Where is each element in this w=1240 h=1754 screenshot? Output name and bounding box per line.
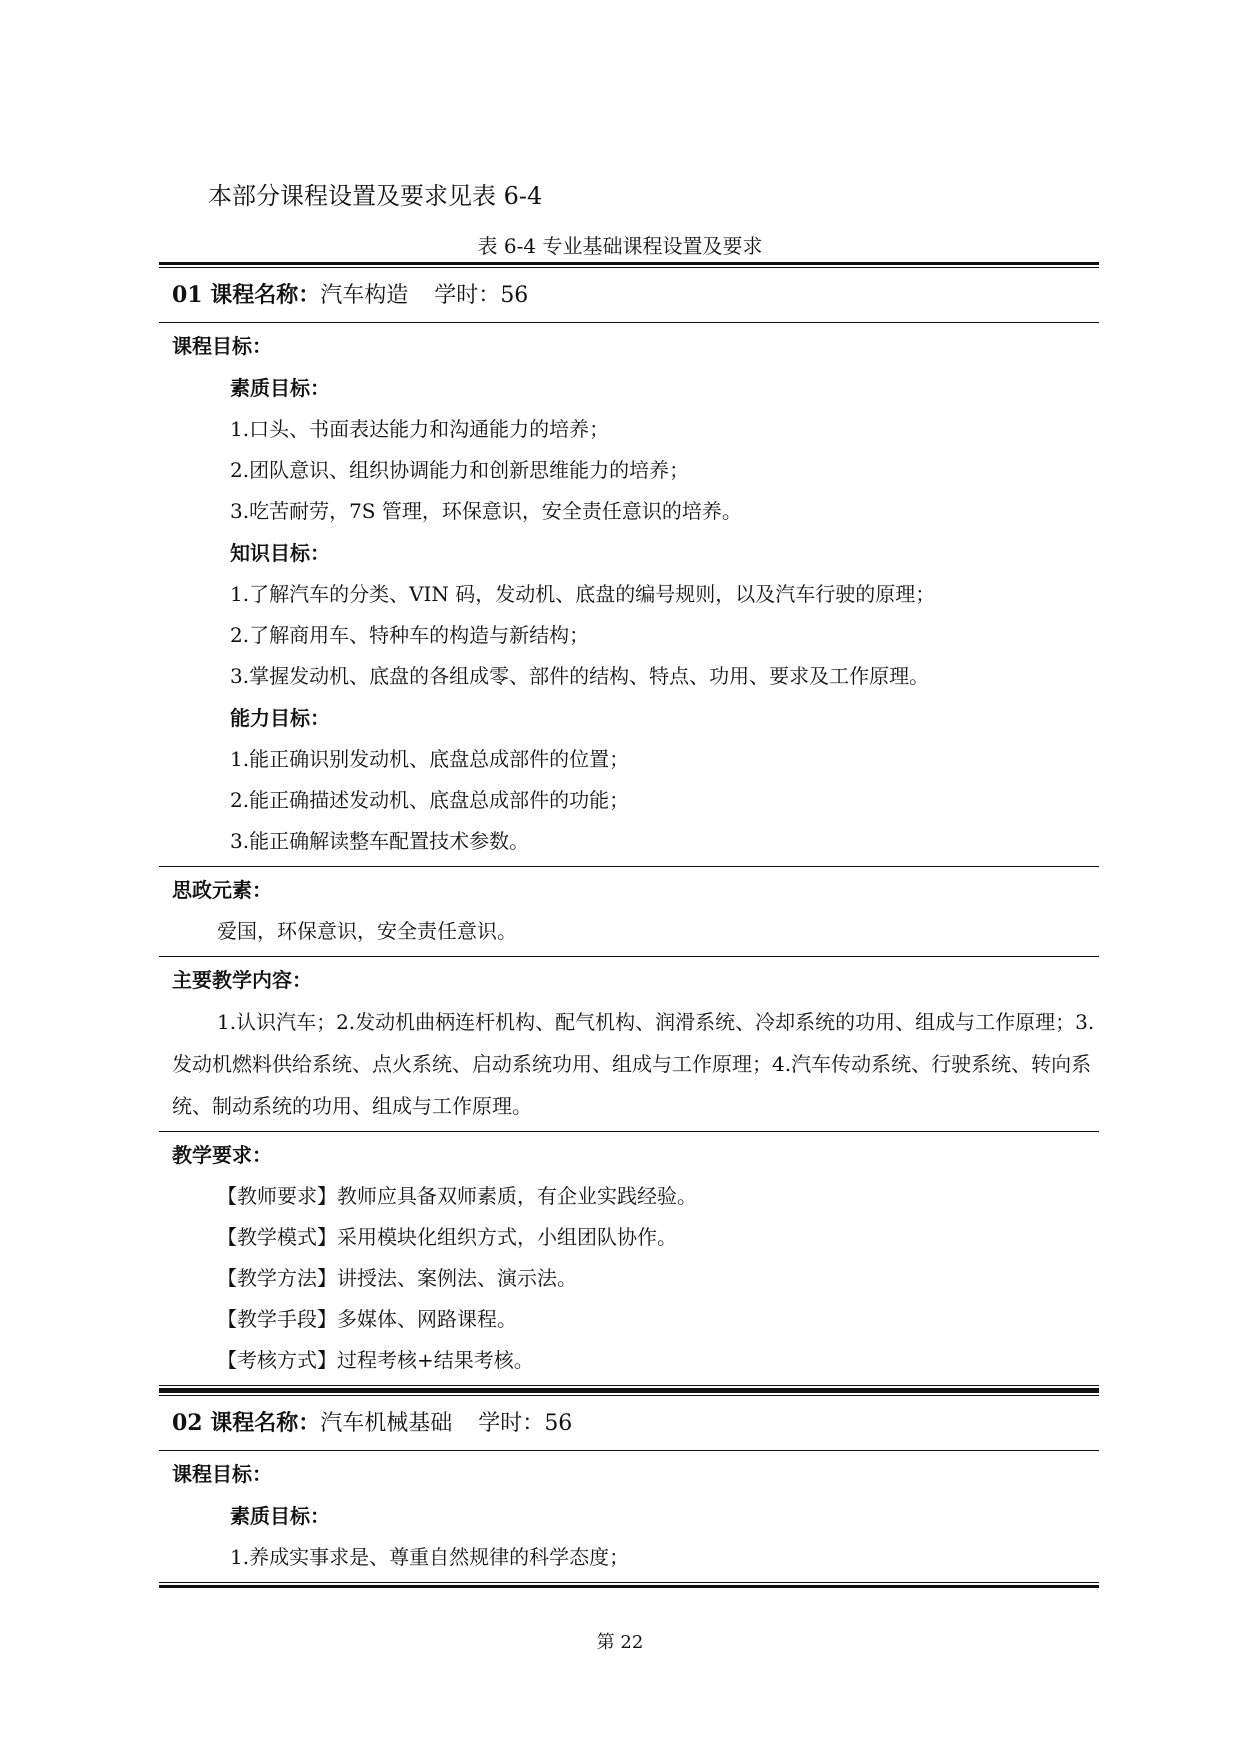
list-item: 【教学模式】采用模块化组织方式，小组团队协作。 (217, 1225, 677, 1249)
requirements-heading: 教学要求： (172, 1143, 272, 1167)
list-item: 3.能正确解读整车配置技术参数。 (230, 829, 530, 853)
course-hours-label: 学时： (434, 283, 501, 308)
content-heading: 主要教学内容： (172, 968, 312, 992)
list-item: 2.能正确描述发动机、底盘总成部件的功能； (230, 788, 630, 812)
content-text: 1.认识汽车；2.发动机曲柄连杆机构、配气机构、润滑系统、冷却系统的功用、组成与工作原理；3.发动机燃料供给系统、点火系统、启动系统功用、组成与工作原理；4.汽车传动系统、行驶系统、转向系统、制动系统的功用、组成与工作原理。 (172, 1010, 1095, 1118)
knowledge-goals-heading: 知识目标： (230, 541, 330, 565)
ideology-heading: 思政元素： (172, 878, 272, 902)
list-item: 2.了解商用车、特种车的构造与新结构； (230, 623, 590, 647)
course-table-01 (159, 262, 1099, 1391)
course-name: 汽车构造 (320, 283, 409, 308)
course-title-row (159, 1396, 1099, 1450)
list-item: 2.团队意识、组织协调能力和创新思维能力的培养； (230, 458, 690, 482)
intro-text: 本部分课程设置及要求见表 6-4 (208, 182, 543, 210)
ideology-cell (159, 867, 1099, 956)
list-item: 1.了解汽车的分类、VIN 码，发动机、底盘的编号规则，以及汽车行驶的原理； (230, 582, 936, 606)
list-item: 1.口头、书面表达能力和沟通能力的培养； (230, 417, 610, 441)
course-hours-label: 学时： (478, 1411, 545, 1436)
course-goals-cell (159, 1451, 1099, 1582)
course-title-row (159, 268, 1099, 322)
ability-goals-heading: 能力目标： (230, 706, 330, 730)
list-item: 1.养成实事求是、尊重自然规律的科学态度； (230, 1545, 630, 1569)
list-item: 【教学方法】讲授法、案例法、演示法。 (217, 1266, 577, 1290)
ideology-text: 爱国，环保意识，安全责任意识。 (217, 919, 517, 943)
course-hours: 56 (544, 1411, 573, 1436)
goals-heading: 课程目标： (172, 1462, 272, 1486)
list-item: 1.能正确识别发动机、底盘总成部件的位置； (230, 747, 630, 771)
list-item: 【考核方式】过程考核+结果考核。 (217, 1348, 534, 1372)
course-table-02 (159, 1390, 1099, 1588)
course-goals-cell (159, 323, 1099, 866)
content-cell (159, 957, 1099, 1131)
table-caption: 表 6-4 专业基础课程设置及要求 (477, 234, 763, 258)
list-item: 【教师要求】教师应具备双师素质，有企业实践经验。 (217, 1184, 697, 1208)
course-hours: 56 (500, 283, 529, 308)
course-name-label: 02 课程名称： (172, 1410, 321, 1436)
quality-goals-heading: 素质目标： (230, 376, 330, 400)
list-item: 3.掌握发动机、底盘的各组成零、部件的结构、特点、功用、要求及工作原理。 (230, 664, 930, 688)
course-name: 汽车机械基础 (320, 1411, 453, 1436)
list-item: 【教学手段】多媒体、网路课程。 (217, 1307, 517, 1331)
course-name-label: 01 课程名称： (172, 282, 321, 308)
table-bottom-rule (159, 1582, 1099, 1588)
requirements-cell (159, 1132, 1099, 1385)
page-number: 第 22 (596, 1632, 644, 1653)
goals-heading: 课程目标： (172, 334, 272, 358)
quality-goals-heading: 素质目标： (230, 1504, 330, 1528)
list-item: 3.吃苦耐劳，7S 管理，环保意识，安全责任意识的培养。 (230, 499, 742, 523)
